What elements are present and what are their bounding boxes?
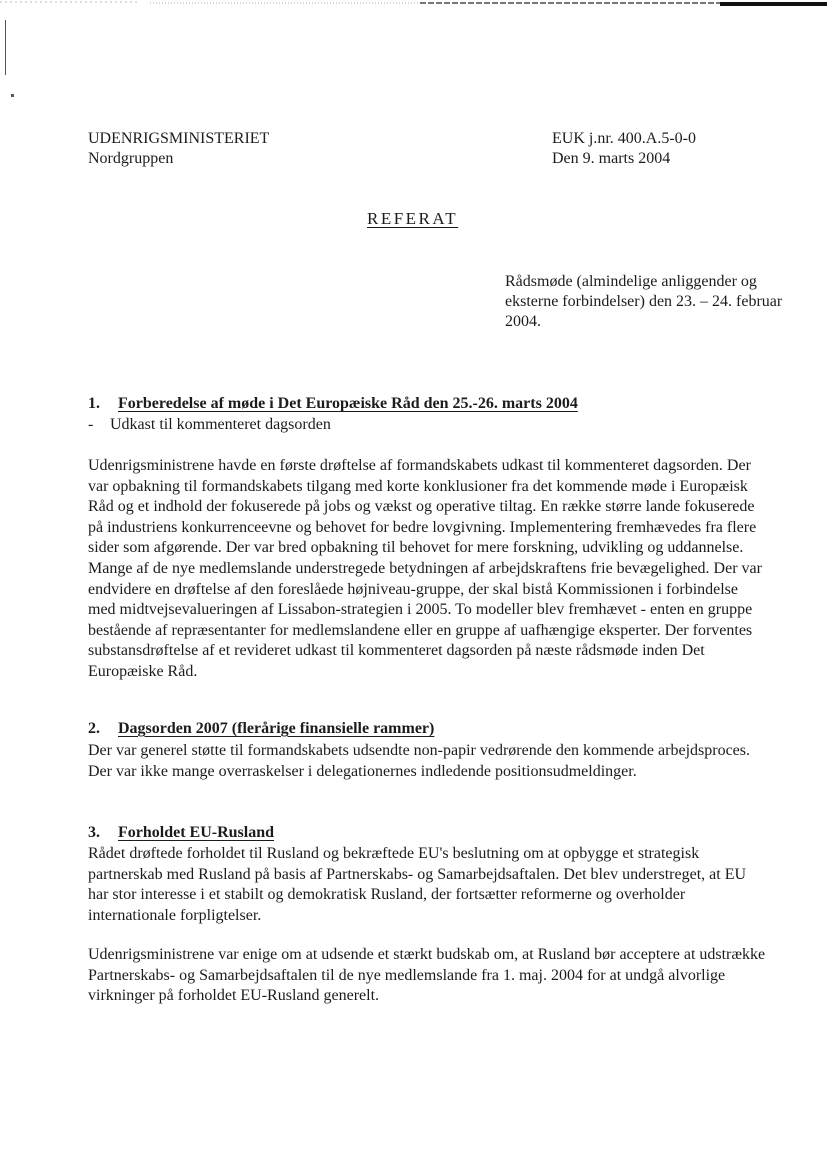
section-number: 3. [88,824,100,841]
bullet-text: Udkast til kommenteret dagsorden [110,416,331,433]
document-title: REFERAT [367,209,459,228]
header-right [552,129,696,169]
section-heading-1 [88,395,578,413]
department-name: Nordgruppen [88,150,174,167]
section-number: 2. [88,720,100,737]
section-3-paragraph-1: Rådet drøftede forholdet til Rusland og bekræftede EU's beslutning om at opbygge et strategisk partnerskab med Rusland på basis af Partnerskabs- og Samarbejdsaftalen. Det blev understreget, at EU har stor interesse i et stabilt og demokratisk Rusland, der fortsætter reformerne og overholder internationale forpligtelser. [88,845,747,924]
section-number: 1. [88,395,100,412]
scan-top-edge [0,0,827,8]
section-title: Dagsorden 2007 (flerårige finansielle rammer) [118,720,435,737]
document-date: Den 9. marts 2004 [552,150,671,167]
header-left [88,129,269,169]
meeting-subject: Rådsmøde (almindelige anliggender og eksterne forbindelser) den 23. – 24. februar 2004. [505,273,783,330]
scan-left-dot [11,94,14,97]
ministry-name: UDENRIGSMINISTERIET [88,130,270,147]
scan-left-edge-mark [5,20,6,75]
section-1-paragraph: Udenrigsministrene havde en første drøftelse af formandskabets udkast til kommenteret dagsorden. Der var opbakning til formandskabets tilgang med korte konklusioner fra det kommende møde i Europæisk Råd og et indhold der fokuserede på jobs og vækst og operative tiltag. En række større lande fokuserede på industriens konkurrenceevne og behovet for bedre lovgivning. Implementering fremhævedes fra flere sider som afgørende. Der var bred opbakning til behovet for mere forskning, udvikling og uddannelse. Mange af de nye medlemslande understregede betydningen af arbejdskraftens frie bevægelighed. Der var endvidere en drøftelse af den foreslåede højniveau-gruppe, der skal bistå Kommissionen i forbindelse med midtvejsevalueringen af Lissabon-strategien i 2005. To modeller blev fremhævet - enten en gruppe bestående af repræsentanter for medlemslandene eller en gruppe af uafhængige eksperter. Der forventes substansdrøftelse af et revideret udkast til kommenteret dagsorden på næste rådsmøde inden Det Europæiske Råd. [88,457,762,680]
section-title: Forholdet EU-Rusland [118,824,275,841]
section-heading-2 [88,720,434,738]
bullet-dash: - [88,416,94,433]
section-3-paragraph-2: Udenrigsministrene var enige om at udsende et stærkt budskab om, at Rusland bør acceptere at udstrække Partnerskabs- og Samarbejdsaftalen til de nye medlemslande fra 1. maj. 2004 for at undgå alvorlige virkninger på forholdet EU-Rusland generelt. [88,946,766,1005]
section-1-bullet [88,415,331,435]
section-heading-3 [88,824,274,842]
section-title: Forberedelse af møde i Det Europæiske Råd den 25.-26. marts 2004 [118,395,578,412]
section-2-paragraph: Der var generel støtte til formandskabets udsendte non-papir vedrørende den kommende arbejdsproces. Der var ikke mange overraskelser i delegationernes indledende positionsudmeldinger. [88,742,750,780]
journal-number: EUK j.nr. 400.A.5-0-0 [552,130,696,147]
